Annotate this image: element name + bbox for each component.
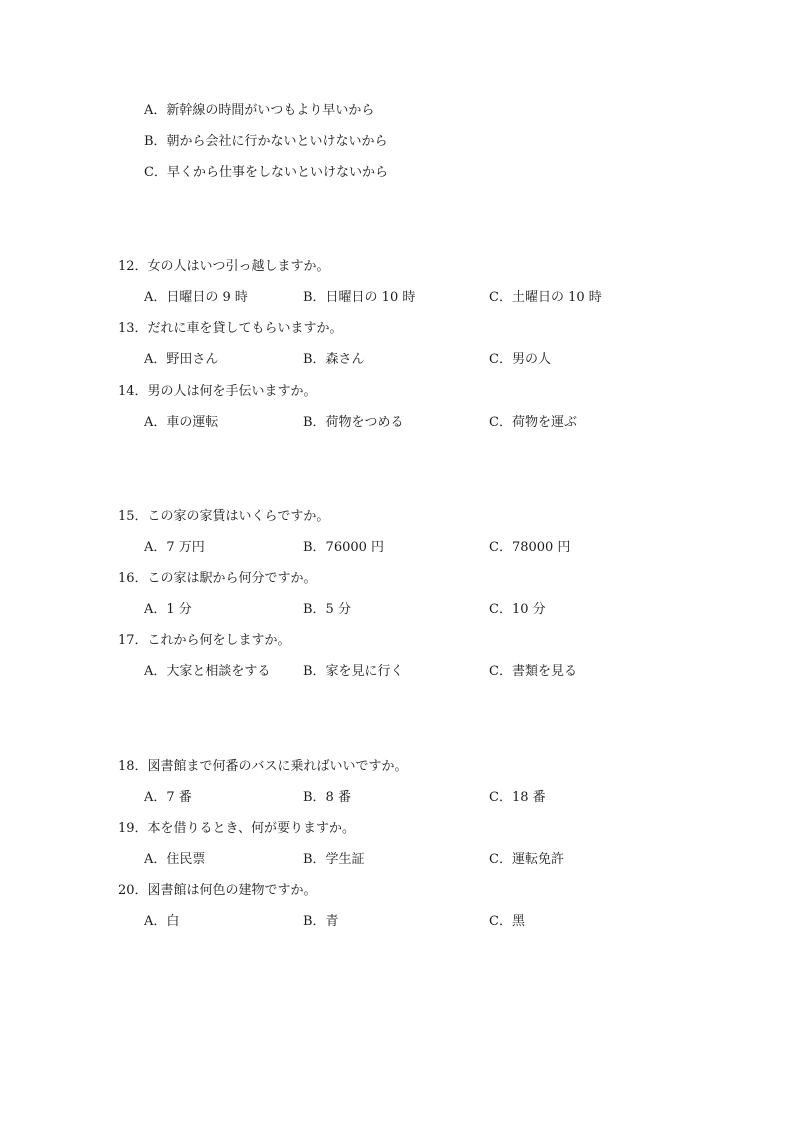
question-20: 20．図書館は何色の建物ですか。 [118,883,317,898]
q19-option-c: C．運転免許 [489,852,564,867]
q17-option-a: A．大家と相談をする [144,664,271,679]
q12-option-c: C．土曜日の 10 時 [489,290,602,305]
question-18: 18．図書館まで何番のバスに乗ればいいですか。 [118,759,408,774]
question-19: 19．本を借りるとき、何が要りますか。 [118,821,356,836]
q18-option-b: B．8 番 [303,790,351,805]
question-14: 14．男の人は何を手伝いますか。 [118,384,317,399]
q12-option-a: A．日曜日の 9 時 [144,290,248,305]
q17-option-b: B．家を見に行く [303,664,404,679]
q16-option-a: A．1 分 [144,602,192,617]
q19-option-b: B．学生証 [303,852,365,867]
q16-option-b: B．5 分 [303,602,351,617]
q19-option-a: A．住民票 [144,852,206,867]
q11-option-c: C．早くから仕事をしないといけないから [144,165,388,180]
q14-option-c: C．荷物を運ぶ [489,415,577,430]
q20-option-c: C．黑 [489,914,525,929]
q16-option-c: C．10 分 [489,602,546,617]
q20-option-a: A．白 [144,914,180,929]
q17-option-c: C．書類を見る [489,664,577,679]
q18-option-c: C．18 番 [489,790,546,805]
q14-option-a: A．車の運転 [144,415,219,430]
q11-option-a: A．新幹線の時間がいつもより早いから [144,103,375,118]
q15-option-a: A．7 万円 [144,540,205,555]
question-16: 16．この家は駅から何分ですか。 [118,571,317,586]
q11-option-b: B．朝から会社に行かないといけないから [144,134,388,149]
q13-option-b: B．森さん [303,352,365,367]
q13-option-c: C．男の人 [489,352,551,367]
q13-option-a: A．野田さん [144,352,219,367]
q15-option-c: C．78000 円 [489,540,571,555]
question-13: 13．だれに車を貸してもらいますか。 [118,321,343,336]
q20-option-b: B．青 [303,914,339,929]
question-12: 12．女の人はいつ引っ越しますか。 [118,259,330,274]
q12-option-b: B．日曜日の 10 時 [303,290,416,305]
question-15: 15．この家の家賃はいくらですか。 [118,509,330,524]
q15-option-b: B．76000 円 [303,540,385,555]
q14-option-b: B．荷物をつめる [303,415,404,430]
q18-option-a: A．7 番 [144,790,192,805]
question-17: 17．これから何をしますか。 [118,633,291,648]
